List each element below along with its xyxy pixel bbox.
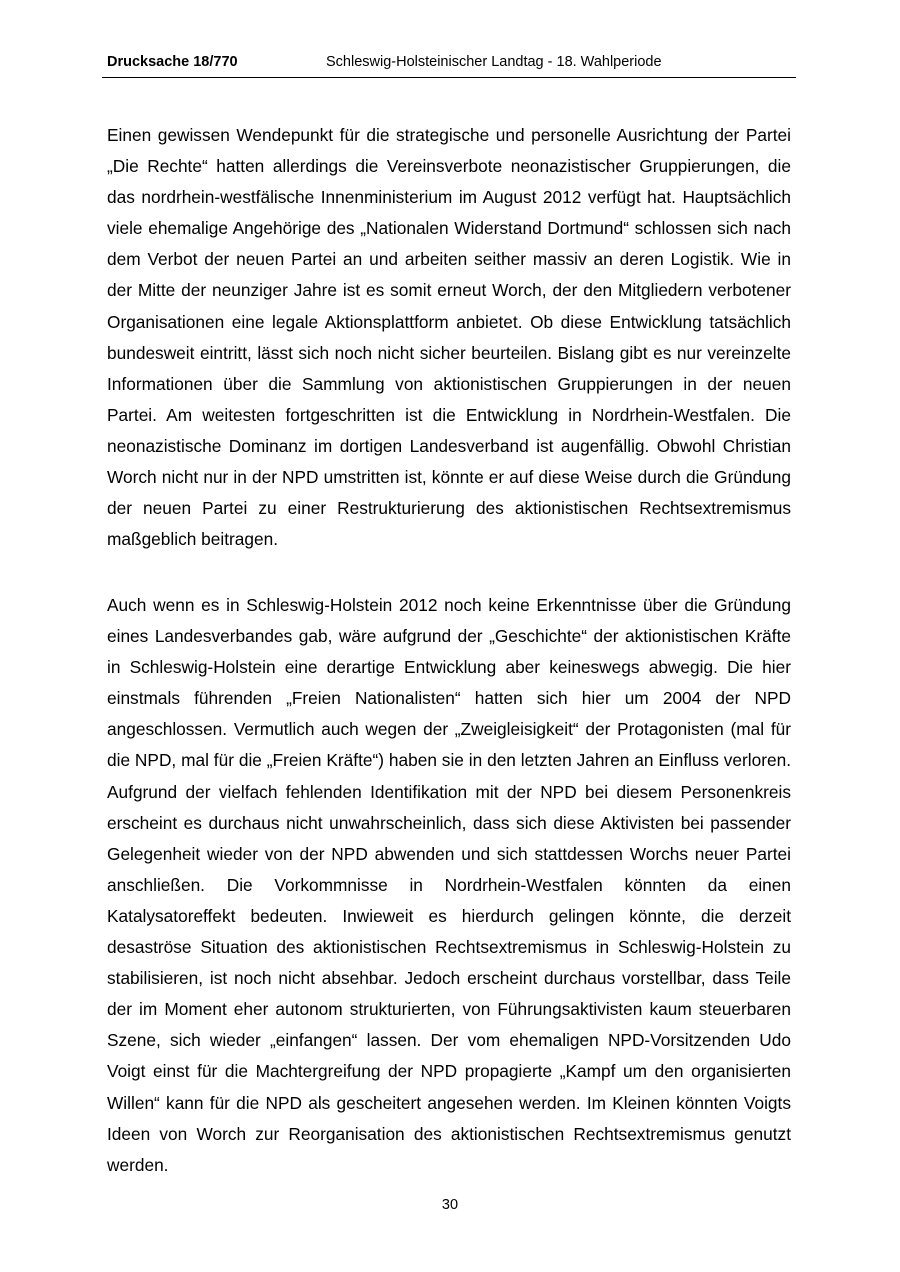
document-number: Drucksache 18/770 [107, 54, 238, 70]
body-paragraph: Auch wenn es in Schleswig-Holstein 2012 noch keine Erkenntnisse über die Gründung eines Landesverbandes gab, wäre aufgrund der „Geschichte“ der aktionistischen Kräfte in Schleswig-Holstein eine derartige Entwicklung aber keineswegs abwegig. Die hier einstmals führenden „Freien Nationalisten“ hatten sich hier um 2004 der NPD angeschlossen. Vermutlich auch wegen der „Zweigleisigkeit“ der Protagonisten (mal für die NPD, mal für die „Freien Kräfte“) haben sie in den letzten Jahren an Einfluss verloren. Aufgrund der vielfach fehlenden Identifikation mit der NPD bei diesem Personenkreis erscheint es durchaus nicht unwahrscheinlich, dass sich diese Aktivisten bei passender Gelegenheit wieder von der NPD abwenden und sich stattdessen Worchs neuer Partei anschließen. Die Vorkommnisse in Nordrhein-Westfalen könnten da einen Katalysatoreffekt bedeuten. Inwieweit es hierdurch gelingen könnte, die derzeit desaströse Situation des aktionistischen Rechtsextremismus in Schleswig-Holstein zu stabilisieren, ist noch nicht absehbar. Jedoch erscheint durchaus vorstellbar, dass Teile der im Moment eher autonom strukturierten, von Führungsaktivisten kaum steuerbaren Szene, sich wieder „einfangen“ lassen. Der vom ehemaligen NPD-Vorsitzenden Udo Voigt einst für die Machtergreifung der NPD propagierte „Kampf um den organisierten Willen“ kann für die NPD als gescheitert angesehen werden. Im Kleinen könnten Voigts Ideen von Worch zur Reorganisation des aktionistischen Rechtsextremismus genutzt werden. [107, 595, 791, 1175]
body-paragraph: Einen gewissen Wendepunkt für die strategische und personelle Ausrichtung der Partei „Die Rechte“ hatten allerdings die Vereinsverbote neonazistischer Gruppierungen, die das nordrhein-westfälische Innenministerium im August 2012 verfügt hat. Hauptsächlich viele ehemalige Angehörige des „Nationalen Widerstand Dortmund“ schlossen sich nach dem Verbot der neuen Partei an und arbeiten seither massiv an deren Logistik. Wie in der Mitte der neunziger Jahre ist es somit erneut Worch, der den Mitgliedern verbotener Organisationen eine legale Aktionsplattform anbietet. Ob diese Entwicklung tatsächlich bundesweit eintritt, lässt sich noch nicht sicher beurteilen. Bislang gibt es nur vereinzelte Informationen über die Sammlung von aktionistischen Gruppierungen in der neuen Partei. Am weitesten fortgeschritten ist die Entwicklung in Nordrhein-Westfalen. Die neonazistische Dominanz im dortigen Landesverband ist augenfällig. Obwohl Christian Worch nicht nur in der NPD umstritten ist, könnte er auf diese Weise durch die Gründung der neuen Partei zu einer Restrukturierung des aktionistischen Rechtsextremismus maßgeblich beitragen. [107, 125, 791, 550]
document-title: Schleswig-Holsteinischer Landtag - 18. Wahlperiode [326, 54, 662, 70]
page-number: 30 [441, 1197, 459, 1213]
page-header [102, 52, 796, 78]
